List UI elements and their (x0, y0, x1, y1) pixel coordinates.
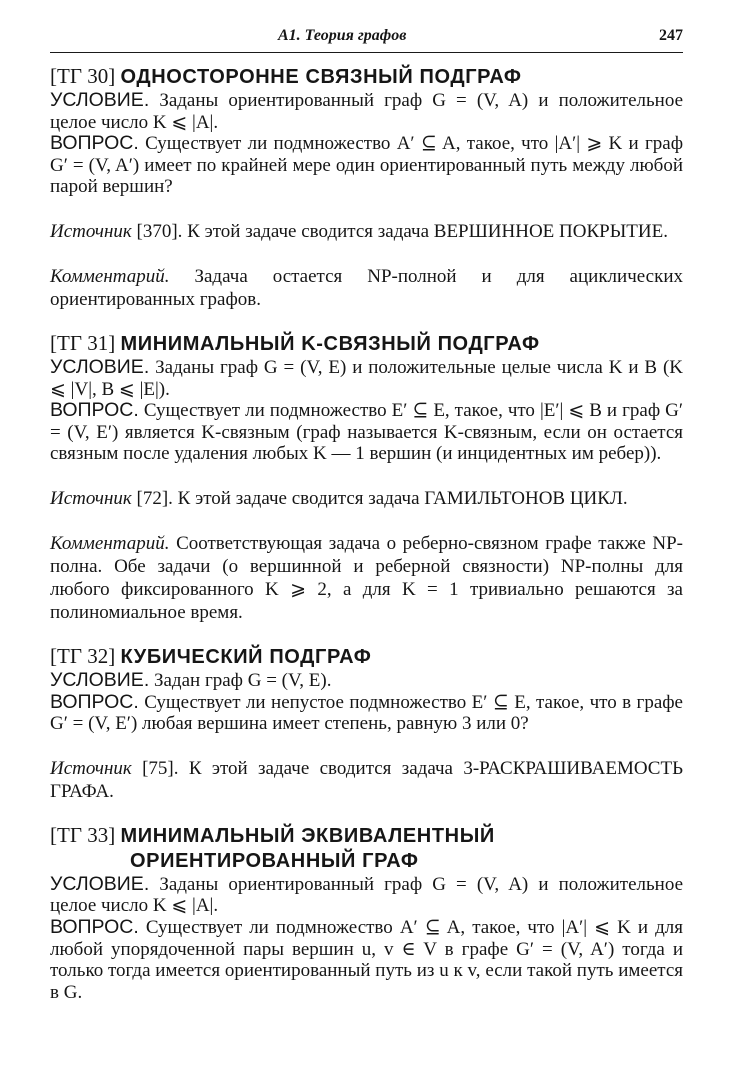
problem-tag: [ТГ 31] (50, 330, 116, 355)
condition-paragraph (50, 874, 683, 917)
problem-heading (50, 823, 683, 874)
problem-tg31 (50, 331, 683, 624)
condition-lead: УСЛОВИЕ. (50, 668, 150, 691)
condition-lead: УСЛОВИЕ. (50, 355, 150, 378)
problem-tg32 (50, 644, 683, 803)
source-paragraph (50, 757, 683, 803)
condition-paragraph (50, 357, 683, 400)
problem-tag: [ТГ 30] (50, 64, 116, 88)
source-label: Источник (50, 757, 132, 779)
problem-tg30 (50, 64, 683, 311)
question-lead: ВОПРОС. (50, 132, 139, 155)
question-text: Существует ли подмножество A′ ⊆ A, такое, что |A′| ⩽ K и для любой упорядоченной пары вершин u, v ∈ V в графе G′ = (V, A′) тогда и только тогда имеется ориентированный путь из u к v, если такой путь имеется в G. (50, 916, 683, 1003)
problem-name: КУБИЧЕСКИЙ ПОДГРАФ (120, 645, 372, 668)
condition-paragraph (50, 670, 683, 692)
question-text: Существует ли подмножество A′ ⊆ A, такое, что |A′| ⩾ K и граф G′ = (V, A′) имеет по крайней мере один ориентированный путь между любой парой вершин? (50, 133, 684, 198)
source-label: Источник (50, 220, 132, 242)
problem-name: МИНИМАЛЬНЫЙ K-СВЯЗНЫЙ ПОДГРАФ (120, 332, 540, 355)
problem-heading (50, 64, 683, 90)
condition-text: Заданы ориентированный граф G = (V, A) и положительное целое число K ⩽ |A|. (50, 90, 684, 133)
comment-label: Комментарий. (50, 532, 170, 554)
condition-text: Задан граф G = (V, E). (153, 669, 332, 691)
problem-heading (50, 644, 683, 670)
comment-text: Соответствующая задача о реберно-связном графе также NP-полна. Обе задачи (о вершинной и реберной связности) NP-полны для любого фиксированного K ⩾ 2, а для K = 1 тривиально решаются за полиномиальное время. (50, 532, 683, 623)
source-text: [370]. К этой задаче сводится задача ВЕРШИННОЕ ПОКРЫТИЕ. (136, 220, 668, 242)
running-header (50, 26, 683, 53)
comment-text: Задача остается NP-полной и для ациклических ориентированных графов. (50, 265, 683, 310)
comment-paragraph (50, 265, 683, 311)
problem-tag: [ТГ 33] (50, 822, 116, 847)
problem-name: ОДНОСТОРОННЕ СВЯЗНЫЙ ПОДГРАФ (120, 66, 522, 88)
source-paragraph (50, 220, 683, 243)
question-text: Существует ли подмножество E′ ⊆ E, такое, что |E′| ⩽ B и граф G′ = (V, E′) является K-связным (граф называется K-связным, если он остается связным после удаления любых K — 1 вершин (и инцидентных им ребер)). (50, 400, 684, 465)
problem-tag: [ТГ 32] (50, 643, 116, 668)
condition-lead: УСЛОВИЕ. (50, 872, 150, 895)
comment-paragraph (50, 532, 683, 624)
question-paragraph (50, 400, 683, 465)
page-body (50, 64, 683, 1003)
question-lead: ВОПРОС. (50, 915, 139, 938)
page-number: 247 (659, 27, 683, 44)
problem-name-line2: ОРИЕНТИРОВАННЫЙ ГРАФ (130, 849, 419, 872)
question-paragraph (50, 133, 683, 198)
running-title: А1. Теория графов (278, 27, 407, 44)
source-paragraph (50, 487, 683, 510)
problem-tg33 (50, 823, 683, 1004)
condition-text: Заданы граф G = (V, E) и положительные целые числа K и B (K ⩽ |V|, B ⩽ |E|). (50, 356, 684, 400)
question-lead: ВОПРОС. (50, 399, 139, 422)
question-lead: ВОПРОС. (50, 690, 139, 713)
problem-name: МИНИМАЛЬНЫЙ ЭКВИВАЛЕНТНЫЙ (120, 824, 495, 847)
source-label: Источник (50, 487, 132, 509)
comment-label: Комментарий. (50, 265, 170, 287)
source-text: [72]. К этой задаче сводится задача ГАМИЛЬТОНОВ ЦИКЛ. (136, 487, 628, 509)
question-paragraph (50, 692, 683, 735)
question-text: Существует ли непустое подмножество E′ ⊆ E, такое, что в графе G′ = (V, E′) любая вершина имеет степень, равную 3 или 0? (50, 691, 683, 735)
source-text: [75]. К этой задаче сводится задача 3-РАСКРАШИВАЕМОСТЬ ГРАФА. (50, 757, 683, 802)
problem-heading (50, 331, 683, 357)
condition-text: Заданы ориентированный граф G = (V, A) и положительное целое число K ⩽ |A|. (50, 873, 684, 917)
condition-paragraph (50, 90, 683, 133)
condition-lead: УСЛОВИЕ. (50, 89, 150, 111)
question-paragraph (50, 917, 683, 1003)
